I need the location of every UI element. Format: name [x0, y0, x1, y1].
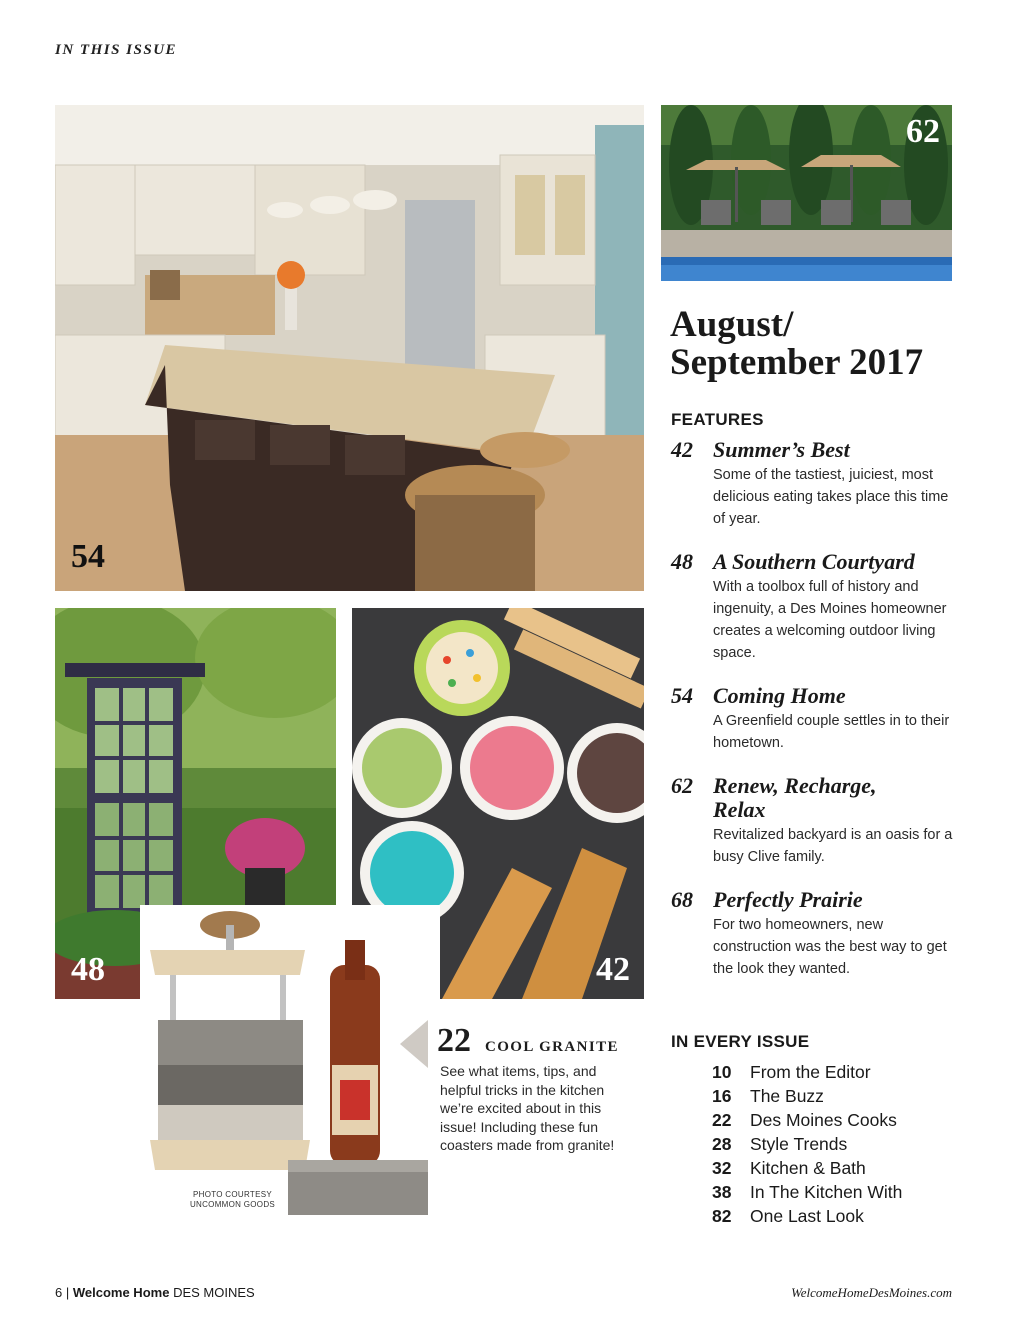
feature-description: For two homeowners, new construction was the best way to get the look they wanted.	[713, 917, 947, 977]
granite-coasters-photo[interactable]	[140, 905, 440, 1220]
feature-item[interactable]	[671, 773, 953, 868]
list-item-label: Kitchen & Bath	[750, 1158, 866, 1178]
footer-brand: Welcome Home	[72, 1285, 170, 1300]
list-item-label: Des Moines Cooks	[750, 1110, 897, 1130]
list-item-page: 22	[712, 1110, 732, 1130]
footer-separator: |	[65, 1285, 73, 1300]
list-item-page: 82	[712, 1206, 732, 1226]
list-item[interactable]	[712, 1132, 902, 1156]
list-item-page: 32	[712, 1158, 732, 1178]
feature-item[interactable]	[671, 550, 971, 664]
feature-page-number: 54	[671, 683, 693, 708]
callout-arrow	[400, 1020, 428, 1068]
feature-title: Perfectly Prairie	[713, 887, 863, 912]
list-item-label: Style Trends	[750, 1134, 848, 1154]
feature-title: Coming Home	[713, 683, 846, 708]
section-kicker: IN THIS ISSUE	[55, 42, 178, 58]
cool-granite-heading[interactable]	[437, 1022, 619, 1060]
feature-page-number: 68	[671, 887, 693, 912]
feature-item[interactable]	[671, 684, 971, 754]
feature-title: Summer’s Best	[713, 437, 850, 462]
photo-credit	[180, 1190, 285, 1210]
feature-description: With a toolbox full of history and ingenuity, a Des Moines homeowner creates a welcoming outdoor living space.	[713, 579, 947, 661]
feature-description: A Greenfield couple settles in to their hometown.	[713, 713, 950, 751]
features-heading: FEATURES	[671, 410, 764, 429]
list-item[interactable]	[712, 1204, 902, 1228]
list-item[interactable]	[712, 1108, 902, 1132]
feature-page-number: 62	[671, 773, 693, 798]
every-issue-heading: IN EVERY ISSUE	[671, 1032, 810, 1051]
feature-page-number: 48	[671, 549, 693, 574]
icecream-page-number: 42	[596, 951, 630, 988]
photo-credit-line1: PHOTO COURTESY	[192, 1190, 273, 1199]
issue-date-line2: September 2017	[670, 342, 924, 383]
cool-granite-page-number: 22	[437, 1022, 471, 1059]
footer-city: DES MOINES	[173, 1285, 255, 1300]
page-footer-folio	[55, 1285, 255, 1300]
feature-item[interactable]	[671, 438, 971, 530]
feature-title: A Southern Courtyard	[713, 549, 915, 574]
list-item[interactable]	[712, 1084, 902, 1108]
footer-url[interactable]: WelcomeHomeDesMoines.com	[791, 1285, 952, 1300]
feature-title: Renew, Recharge, Relax	[713, 773, 877, 822]
feature-item[interactable]	[671, 888, 971, 980]
list-item[interactable]	[712, 1060, 902, 1084]
list-item-label: From the Editor	[750, 1062, 871, 1082]
list-item-label: The Buzz	[750, 1086, 824, 1106]
photo-credit-line2: UNCOMMON GOODS	[189, 1200, 276, 1209]
list-item[interactable]	[712, 1156, 902, 1180]
footer-page-number: 6	[55, 1285, 63, 1300]
issue-date	[670, 306, 923, 382]
issue-date-line1: August/	[670, 304, 794, 345]
pool-page-number: 62	[906, 113, 940, 150]
list-item-page: 28	[712, 1134, 732, 1154]
feature-description: Revitalized backyard is an oasis for a busy Clive family.	[713, 827, 953, 865]
garden-page-number: 48	[71, 951, 105, 988]
kitchen-page-number: 54	[71, 538, 105, 575]
list-item-page: 38	[712, 1182, 732, 1202]
kitchen-photo[interactable]	[55, 105, 644, 591]
list-item-page: 16	[712, 1086, 732, 1106]
list-item[interactable]	[712, 1180, 902, 1204]
list-item-label: One Last Look	[750, 1206, 864, 1226]
cool-granite-description: See what items, tips, and helpful tricks in the kitchen we’re excited about in this issue! Including these fun coasters made from granite!	[440, 1063, 615, 1153]
list-item-label: In The Kitchen With	[750, 1182, 903, 1202]
pool-photo[interactable]	[661, 105, 952, 281]
feature-page-number: 42	[671, 437, 693, 462]
feature-description: Some of the tastiest, juiciest, most delicious eating takes place this time of year.	[713, 467, 949, 527]
every-issue-list	[712, 1060, 902, 1228]
cool-granite-title: COOL GRANITE	[485, 1039, 619, 1055]
list-item-page: 10	[712, 1062, 732, 1082]
